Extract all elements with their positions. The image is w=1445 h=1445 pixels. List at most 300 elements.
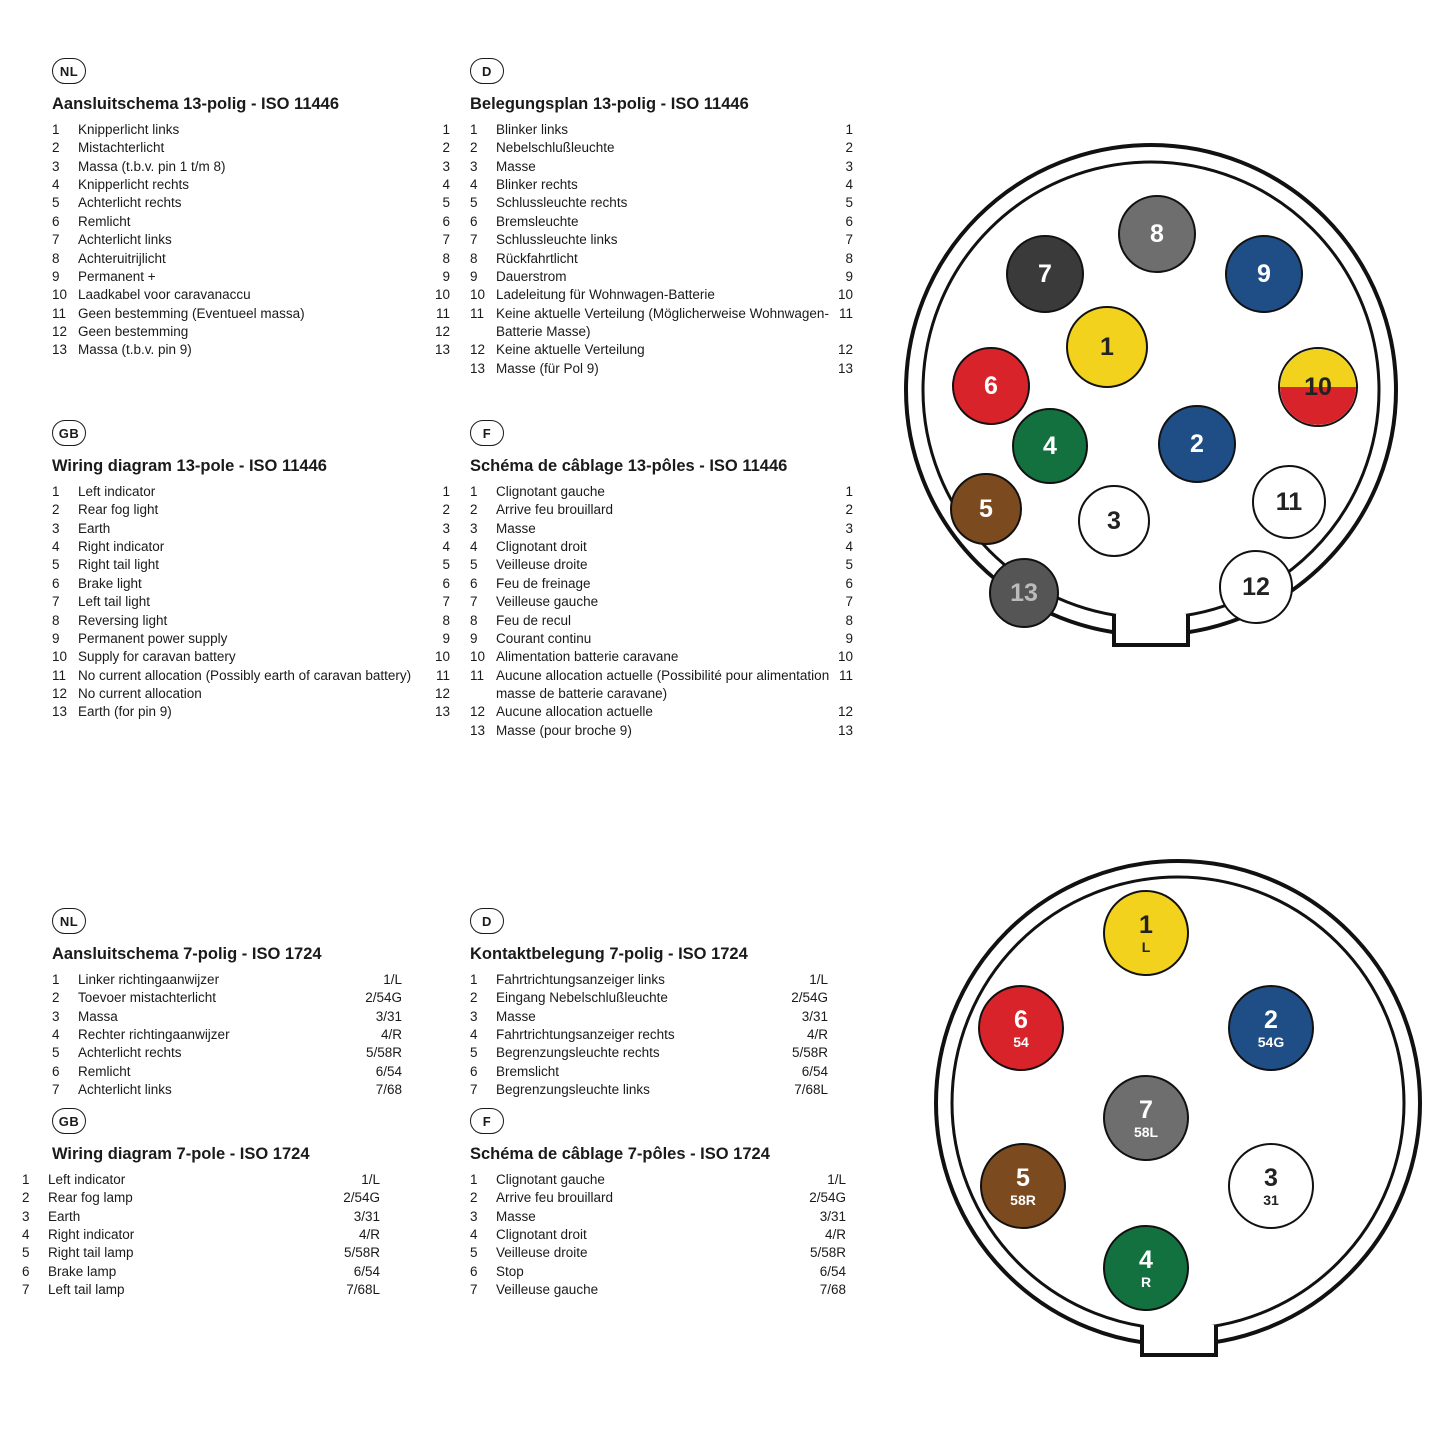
pin-code: 5 xyxy=(442,557,450,573)
pin-number: 10 xyxy=(470,649,486,665)
pin-number: 12 xyxy=(52,685,68,701)
pin-label: Remlicht xyxy=(78,213,131,229)
pin-number-label: 4 xyxy=(1043,431,1057,460)
pin-number: 2 xyxy=(52,140,60,156)
table-row xyxy=(470,612,853,630)
pin-number: 2 xyxy=(52,502,60,518)
pin-number: 13 xyxy=(52,704,68,720)
pin-label: Dauerstrom xyxy=(496,268,567,284)
pin-code: 6 xyxy=(442,213,450,229)
pin-label: Geen bestemming xyxy=(78,323,189,339)
pin-table-13-de xyxy=(470,121,853,378)
pin-label: Stop xyxy=(496,1263,524,1279)
pin-number: 8 xyxy=(470,250,478,266)
block-7-nl xyxy=(52,908,404,1100)
pin-10 xyxy=(1278,347,1358,427)
block-title-13-gb: Wiring diagram 13-pole - ISO 11446 xyxy=(52,457,327,475)
pin-code: 4 xyxy=(845,539,853,555)
pin-table-7-fr xyxy=(470,1171,846,1300)
pin-label: Rear fog light xyxy=(78,502,159,518)
pin-number-label: 9 xyxy=(1257,259,1271,288)
table-row xyxy=(52,483,450,501)
table-row xyxy=(470,1281,846,1299)
block-title-7-gb: Wiring diagram 7-pole - ISO 1724 xyxy=(52,1145,310,1163)
pin-number-label: 1 xyxy=(1139,910,1153,939)
pin-number: 1 xyxy=(22,1172,30,1187)
table-row xyxy=(470,483,853,501)
table-row xyxy=(22,1244,380,1262)
table-row xyxy=(470,648,853,666)
table-row xyxy=(470,360,853,378)
pin-label: Arrive feu brouillard xyxy=(496,502,614,518)
pin-code: 2/54G xyxy=(791,990,828,1006)
pin-label: Right tail lamp xyxy=(48,1245,134,1261)
pin-label: Masse xyxy=(496,158,536,174)
table-row xyxy=(470,556,853,574)
pin-code: 6/54 xyxy=(801,1063,828,1079)
language-badge-gb-7: GB xyxy=(52,1108,86,1134)
pin-code: 4 xyxy=(442,539,450,555)
pin-code: 6/54 xyxy=(353,1263,380,1279)
pin-code-label: R xyxy=(1140,1273,1152,1290)
pin-8 xyxy=(1118,195,1196,273)
table-row xyxy=(470,1208,846,1226)
pin-code-label: 58L xyxy=(1133,1123,1159,1140)
pin-number: 3 xyxy=(52,1008,60,1024)
table-row xyxy=(470,501,853,519)
pin-9 xyxy=(1225,235,1303,313)
block-title-13-nl: Aansluitschema 13-polig - ISO 11446 xyxy=(52,95,340,113)
pin-code: 3/31 xyxy=(819,1208,846,1224)
pin-label: Ladeleitung für Wohnwagen-Batterie xyxy=(496,287,715,303)
pin-label: Reversing light xyxy=(78,612,168,628)
pin-label: Right indicator xyxy=(78,539,165,555)
pin-code-label: 54 xyxy=(1013,1033,1029,1050)
pin-number-label: 5 xyxy=(979,494,993,523)
pin-7 xyxy=(1006,235,1084,313)
pin-label: Begrenzungsleuchte links xyxy=(496,1082,650,1098)
pin-number: 2 xyxy=(470,1190,478,1206)
pin-code: 2 xyxy=(442,140,450,156)
pin-number-label: 2 xyxy=(1264,1005,1278,1034)
pin-code: 2/54G xyxy=(365,990,402,1006)
table-row xyxy=(52,575,450,593)
pin-code: 10 xyxy=(837,649,853,665)
pin-number: 9 xyxy=(52,630,60,646)
pin-label: Arrive feu brouillard xyxy=(496,1190,614,1206)
pin-code: 12 xyxy=(837,342,853,358)
pin-code: 8 xyxy=(442,250,450,266)
pin-label: Bremslicht xyxy=(496,1063,560,1079)
pin-number: 7 xyxy=(52,1082,60,1098)
pin-number: 10 xyxy=(52,649,68,665)
pin-label: Keine aktuelle Verteilung (Möglicherweise Wohnwagen-Batterie Masse) xyxy=(496,305,829,339)
pin-code: 1/L xyxy=(383,972,402,987)
pin-code: 2 xyxy=(442,502,450,518)
table-row xyxy=(52,685,450,703)
pin-code: 5 xyxy=(845,557,853,573)
pin-label: Masse (für Pol 9) xyxy=(496,360,599,376)
block-13-nl xyxy=(52,58,452,360)
pin-code: 4/R xyxy=(806,1027,828,1043)
pin-label: Nebelschlußleuchte xyxy=(496,140,615,156)
table-row xyxy=(470,341,853,359)
pin-code: 1 xyxy=(845,122,853,137)
table-row xyxy=(470,575,853,593)
pin-number: 13 xyxy=(470,722,486,738)
table-row xyxy=(52,1081,402,1099)
pin-number-label: 10 xyxy=(1304,372,1332,401)
pin-number: 7 xyxy=(470,594,478,610)
pin-label: Veilleuse gauche xyxy=(496,1282,599,1298)
pin-code-label: 58R xyxy=(1010,1191,1036,1208)
pin-code: 13 xyxy=(434,704,450,720)
table-row xyxy=(470,1026,828,1044)
pin-number: 3 xyxy=(52,520,60,536)
pin-1 xyxy=(1103,890,1189,976)
pin-label: Permanent + xyxy=(78,268,156,284)
table-row xyxy=(22,1226,380,1244)
pin-number: 1 xyxy=(470,122,478,137)
pin-5 xyxy=(950,473,1022,545)
pin-number: 6 xyxy=(470,575,478,591)
pin-label: No current allocation xyxy=(78,685,202,701)
pin-number: 5 xyxy=(52,195,60,211)
language-badge-gb-13: GB xyxy=(52,420,86,446)
block-7-gb xyxy=(22,1108,382,1300)
pin-code: 3/31 xyxy=(353,1208,380,1224)
pin-number: 7 xyxy=(470,1282,478,1298)
pin-code: 7 xyxy=(442,232,450,248)
pin-number: 6 xyxy=(22,1263,30,1279)
pin-code: 12 xyxy=(837,704,853,720)
pin-7 xyxy=(1103,1075,1189,1161)
pin-code: 7 xyxy=(845,232,853,248)
pin-code: 13 xyxy=(837,722,853,738)
pin-code: 3 xyxy=(845,520,853,536)
pin-label: Rückfahrtlicht xyxy=(496,250,578,266)
pin-6 xyxy=(978,985,1064,1071)
table-row xyxy=(52,520,450,538)
pin-label: Schlussleuchte rechts xyxy=(496,195,628,211)
table-row xyxy=(22,1171,380,1189)
pin-number: 3 xyxy=(470,520,478,536)
pin-label: Alimentation batterie caravane xyxy=(496,649,679,665)
pin-number: 3 xyxy=(470,1008,478,1024)
table-row xyxy=(470,305,853,342)
table-row xyxy=(22,1189,380,1207)
pin-label: Left tail lamp xyxy=(48,1282,125,1298)
pin-code: 7/68 xyxy=(375,1082,402,1098)
pin-code: 4/R xyxy=(824,1227,846,1243)
pin-label: Schlussleuchte links xyxy=(496,232,618,248)
pin-number-label: 7 xyxy=(1139,1095,1153,1124)
pin-label: Keine aktuelle Verteilung xyxy=(496,342,645,358)
language-badge-nl-7: NL xyxy=(52,908,86,934)
pin-code: 1 xyxy=(442,484,450,499)
pin-number: 9 xyxy=(52,268,60,284)
pin-label: Right tail light xyxy=(78,557,160,573)
pin-code: 6 xyxy=(845,213,853,229)
pin-label: Veilleuse droite xyxy=(496,557,588,573)
pin-label: Earth xyxy=(48,1208,81,1224)
pin-number: 5 xyxy=(22,1245,30,1261)
pin-label: Left tail light xyxy=(78,594,151,610)
pin-code: 2 xyxy=(845,502,853,518)
pin-number: 13 xyxy=(470,360,486,376)
pin-2 xyxy=(1158,405,1236,483)
pin-code: 4/R xyxy=(380,1027,402,1043)
table-row xyxy=(52,1063,402,1081)
pin-code: 7 xyxy=(845,594,853,610)
table-row xyxy=(470,1171,846,1189)
pin-number: 4 xyxy=(470,539,478,555)
pin-number: 7 xyxy=(470,1082,478,1098)
pin-number: 2 xyxy=(470,990,478,1006)
pin-label: Massa xyxy=(78,1008,118,1024)
table-row xyxy=(470,158,853,176)
pin-label: Achteruitrijlicht xyxy=(78,250,166,266)
pin-label: Achterlicht links xyxy=(78,1082,172,1098)
pin-code: 5/58R xyxy=(791,1045,828,1061)
pin-number: 4 xyxy=(470,1227,478,1243)
pin-code: 7 xyxy=(442,594,450,610)
pin-number-label: 6 xyxy=(984,371,998,400)
block-13-de xyxy=(470,58,855,378)
table-row xyxy=(470,1263,846,1281)
pin-13 xyxy=(989,558,1059,628)
pin-label: Clignotant droit xyxy=(496,539,587,555)
pin-code: 6 xyxy=(442,575,450,591)
pin-label: Courant continu xyxy=(496,630,592,646)
pin-code: 9 xyxy=(845,268,853,284)
block-title-7-de: Kontaktbelegung 7-polig - ISO 1724 xyxy=(470,945,748,963)
pin-number-label: 12 xyxy=(1242,572,1270,601)
pin-number: 5 xyxy=(470,195,478,211)
pin-code: 3 xyxy=(442,520,450,536)
pin-code: 13 xyxy=(837,360,853,376)
table-row xyxy=(52,538,450,556)
pin-number: 12 xyxy=(52,323,68,339)
pin-number: 9 xyxy=(470,268,478,284)
table-row xyxy=(470,1008,828,1026)
pin-number: 4 xyxy=(22,1227,30,1243)
pin-number: 6 xyxy=(470,213,478,229)
pin-code: 8 xyxy=(442,612,450,628)
pin-code: 10 xyxy=(434,649,450,665)
table-row xyxy=(52,1008,402,1026)
pin-code: 5 xyxy=(442,195,450,211)
pin-number: 1 xyxy=(470,1172,478,1187)
table-row xyxy=(470,213,853,231)
language-badge-de-7: D xyxy=(470,908,504,934)
pin-label: Clignotant droit xyxy=(496,1227,587,1243)
pin-number: 5 xyxy=(52,1045,60,1061)
table-row xyxy=(52,703,450,721)
pin-label: Masse (pour broche 9) xyxy=(496,722,632,738)
pin-number-label: 3 xyxy=(1264,1163,1278,1192)
table-row xyxy=(470,231,853,249)
pin-code-label: 31 xyxy=(1263,1191,1279,1208)
pin-label: Massa (t.b.v. pin 9) xyxy=(78,342,192,358)
table-row xyxy=(470,971,828,989)
pin-label: Aucune allocation actuelle xyxy=(496,704,653,720)
pin-number: 11 xyxy=(470,667,485,683)
pin-label: Begrenzungsleuchte rechts xyxy=(496,1045,660,1061)
pin-number-label: 3 xyxy=(1107,506,1121,535)
pin-code: 5/58R xyxy=(809,1245,846,1261)
pin-number: 6 xyxy=(52,213,60,229)
pin-code: 11 xyxy=(838,667,853,683)
pin-code: 12 xyxy=(434,323,450,339)
pin-table-7-gb xyxy=(22,1171,380,1300)
pin-label: Fahrtrichtungsanzeiger links xyxy=(496,972,665,987)
pin-number-label: 5 xyxy=(1016,1163,1030,1192)
pin-label: Brake light xyxy=(78,575,142,591)
block-title-13-de: Belegungsplan 13-polig - ISO 11446 xyxy=(470,95,749,113)
pin-code: 3/31 xyxy=(801,1008,828,1024)
pin-code: 2/54G xyxy=(343,1190,380,1206)
pin-number: 6 xyxy=(470,1263,478,1279)
pin-number: 5 xyxy=(470,1045,478,1061)
language-badge-fr-13: F xyxy=(470,420,504,446)
pin-label: Veilleuse droite xyxy=(496,1245,588,1261)
pin-number: 8 xyxy=(52,250,60,266)
pin-code: 10 xyxy=(434,287,450,303)
table-row xyxy=(470,703,853,721)
table-row xyxy=(52,121,450,139)
pin-code-label: L xyxy=(1141,938,1151,955)
pin-number-label: 4 xyxy=(1139,1245,1153,1274)
pin-label: Supply for caravan battery xyxy=(78,649,236,665)
language-badge-fr-7: F xyxy=(470,1108,504,1134)
pin-label: Left indicator xyxy=(78,484,156,499)
pin-number: 1 xyxy=(52,484,60,499)
table-row xyxy=(52,971,402,989)
language-badge-de-13: D xyxy=(470,58,504,84)
table-row xyxy=(470,722,853,740)
table-row xyxy=(470,121,853,139)
pin-label: Toevoer mistachterlicht xyxy=(78,990,217,1006)
pin-number: 12 xyxy=(470,704,486,720)
pin-number: 12 xyxy=(470,342,486,358)
pin-number: 8 xyxy=(470,612,478,628)
table-row xyxy=(52,323,450,341)
table-row xyxy=(470,1081,828,1099)
pin-label: Knipperlicht rechts xyxy=(78,177,190,193)
pin-number: 8 xyxy=(52,612,60,628)
pin-3 xyxy=(1078,485,1150,557)
pin-code: 6/54 xyxy=(375,1063,402,1079)
table-row xyxy=(52,250,450,268)
pin-label: Eingang Nebelschlußleuchte xyxy=(496,990,668,1006)
pin-table-7-de xyxy=(470,971,828,1100)
pin-number: 13 xyxy=(52,342,68,358)
pin-number: 4 xyxy=(470,1027,478,1043)
pin-1 xyxy=(1066,306,1148,388)
pin-code: 12 xyxy=(434,685,450,701)
pin-label: Mistachterlicht xyxy=(78,140,165,156)
pin-code: 2/54G xyxy=(809,1190,846,1206)
pin-number: 3 xyxy=(22,1208,30,1224)
pin-table-13-nl xyxy=(52,121,450,360)
pin-code: 9 xyxy=(442,630,450,646)
pin-label: Earth (for pin 9) xyxy=(78,704,172,720)
pin-label: Laadkabel voor caravanaccu xyxy=(78,287,251,303)
pin-5 xyxy=(980,1143,1066,1229)
pin-code: 4/R xyxy=(358,1227,380,1243)
pin-label: Aucune allocation actuelle (Possibilité pour alimentation masse de batterie caravane) xyxy=(496,667,830,701)
pin-code: 1 xyxy=(442,122,450,137)
pin-code: 4 xyxy=(845,177,853,193)
table-row xyxy=(52,268,450,286)
pin-number-label: 6 xyxy=(1014,1005,1028,1034)
pin-label: Achterlicht links xyxy=(78,232,172,248)
table-row xyxy=(52,139,450,157)
pin-table-13-gb xyxy=(52,483,450,722)
pin-number: 5 xyxy=(470,1245,478,1261)
pin-number: 11 xyxy=(52,667,67,683)
table-row xyxy=(52,1026,402,1044)
pin-label: Rechter richtingaanwijzer xyxy=(78,1027,230,1043)
pin-label: Veilleuse gauche xyxy=(496,594,599,610)
pin-number: 3 xyxy=(470,158,478,174)
pin-label: Linker richtingaanwijzer xyxy=(78,972,220,987)
pin-label: Bremsleuchte xyxy=(496,213,579,229)
pin-number: 3 xyxy=(470,1208,478,1224)
pin-label: Blinker rechts xyxy=(496,177,578,193)
pin-code: 1 xyxy=(845,484,853,499)
pin-code: 3 xyxy=(845,158,853,174)
pin-code: 5 xyxy=(845,195,853,211)
table-row xyxy=(470,194,853,212)
pin-code: 7/68 xyxy=(819,1282,846,1298)
table-row xyxy=(22,1208,380,1226)
pin-code: 2 xyxy=(845,140,853,156)
table-row xyxy=(470,176,853,194)
table-row xyxy=(470,538,853,556)
pin-label: Blinker links xyxy=(496,122,569,137)
table-row xyxy=(52,612,450,630)
pin-label: Feu de recul xyxy=(496,612,572,628)
pin-label: No current allocation (Possibly earth of caravan battery) xyxy=(78,667,412,683)
table-row xyxy=(52,667,450,685)
pin-label: Permanent power supply xyxy=(78,630,228,646)
table-row xyxy=(52,501,450,519)
pin-number: 2 xyxy=(52,990,60,1006)
pin-number: 1 xyxy=(52,122,60,137)
pin-number-label: 7 xyxy=(1038,259,1052,288)
pin-number: 2 xyxy=(22,1190,30,1206)
pin-label: Massa (t.b.v. pin 1 t/m 8) xyxy=(78,158,226,174)
pin-label: Feu de freinage xyxy=(496,575,591,591)
block-7-de xyxy=(470,908,830,1100)
pin-number: 6 xyxy=(52,1063,60,1079)
pin-code: 11 xyxy=(435,667,450,683)
block-title-7-fr: Schéma de câblage 7-pôles - ISO 1724 xyxy=(470,1145,770,1163)
pin-number: 1 xyxy=(52,972,60,987)
pin-number: 10 xyxy=(470,287,486,303)
pin-number: 9 xyxy=(470,630,478,646)
pin-11 xyxy=(1252,465,1326,539)
pin-number: 6 xyxy=(52,575,60,591)
pin-3 xyxy=(1228,1143,1314,1229)
pin-number: 11 xyxy=(470,305,485,321)
table-row xyxy=(470,1044,828,1062)
pin-code: 9 xyxy=(442,268,450,284)
pin-code: 8 xyxy=(845,250,853,266)
pin-code: 4 xyxy=(442,177,450,193)
